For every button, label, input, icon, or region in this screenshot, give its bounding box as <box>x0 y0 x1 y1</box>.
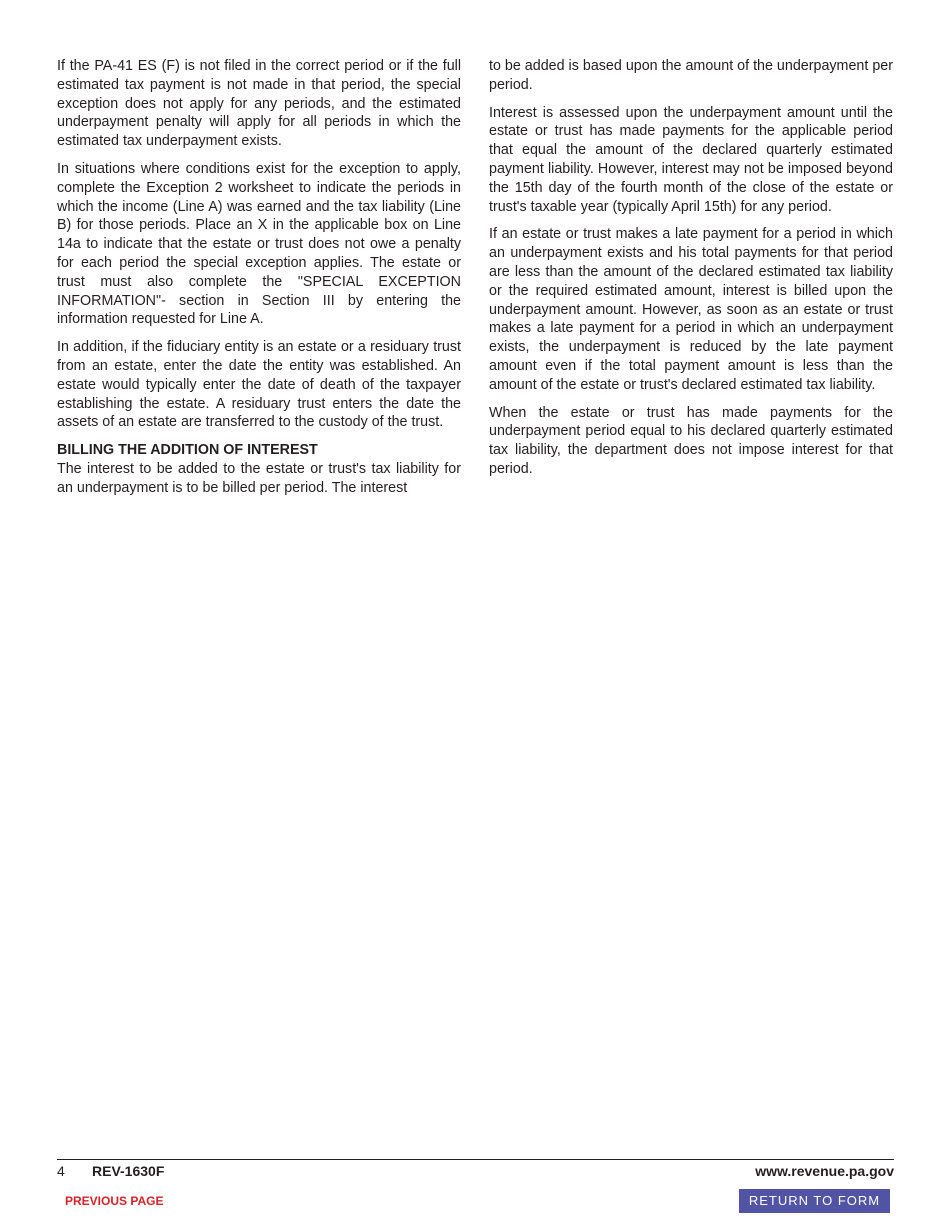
section-heading-billing-interest: BILLING THE ADDITION OF INTEREST <box>57 442 318 459</box>
footer-divider <box>57 1159 894 1160</box>
paragraph-interest-basis: to be added is based upon the amount of the underpayment per period. <box>489 58 893 93</box>
paragraph-interest-assessment: Interest is assessed upon the underpayment amount until the estate or trust has made payments for the applicable period that equal the amount of the declared quarterly estimated payment liability. However, interest may not be imposed beyond the 15th day of the fourth month of the close of the estate or trust's taxable year (typically April 15th) for any period. <box>489 104 893 215</box>
previous-page-link[interactable]: PREVIOUS PAGE <box>65 1194 164 1208</box>
return-to-form-button[interactable]: RETURN TO FORM <box>739 1189 890 1213</box>
paragraph-fiduciary-entity: In addition, if the fiduciary entity is an estate or a residuary trust from an estate, enter the date the entity was established. An estate would typically enter the date of death of the taxpayer establishing the estate. A residuary trust enters the date the assets of an estate are transferred to the custody of the trust. <box>57 339 461 431</box>
page-number: 4 <box>57 1163 65 1179</box>
paragraph-exception-worksheet: In situations where conditions exist for the exception to apply, complete the Exception 2 worksheet to indicate the periods in which the income (Line A) was earned and the tax liability (Line B) for those periods. Place an X in the applicable box on Line 14a to indicate that the estate or trust does not owe a penalty for each period the special exception applies. The estate or trust must also complete the "SPECIAL EXCEPTION INFORMATION"- section in Section III by entering the information requested for Line A. <box>57 160 461 328</box>
right-column <box>489 57 893 488</box>
paragraph-filing-requirement: If the PA-41 ES (F) is not filed in the correct period or if the full estimated tax payment is not made in that period, the special exception does not apply for any periods, and the estimated underpayment penalty will apply for all periods in which the estimated tax underpayment exists. <box>57 58 461 150</box>
paragraph-no-interest: When the estate or trust has made payments for the underpayment period equal to his declared quarterly estimated tax liability, the department does not impose interest for that period. <box>489 404 893 477</box>
form-code: REV-1630F <box>92 1163 165 1179</box>
paragraph-interest-billing: The interest to be added to the estate or trust's tax liability for an underpayment is to be billed per period. The interest <box>57 460 461 496</box>
paragraph-late-payment: If an estate or trust makes a late payment for a period in which an underpayment exists and his total payments for that period are less than the amount of the declared estimated tax liability or the required estimated amount, interest is billed upon the underpayment amount. However, as soon as an estate or trust makes a late payment for a period in which an underpayment exists, the underpayment is reduced by the late payment amount even if the total payment amount is less than the amount of the estate or trust's declared estimated tax liability. <box>489 226 893 393</box>
left-column <box>57 57 461 507</box>
website-url: www.revenue.pa.gov <box>755 1163 894 1179</box>
